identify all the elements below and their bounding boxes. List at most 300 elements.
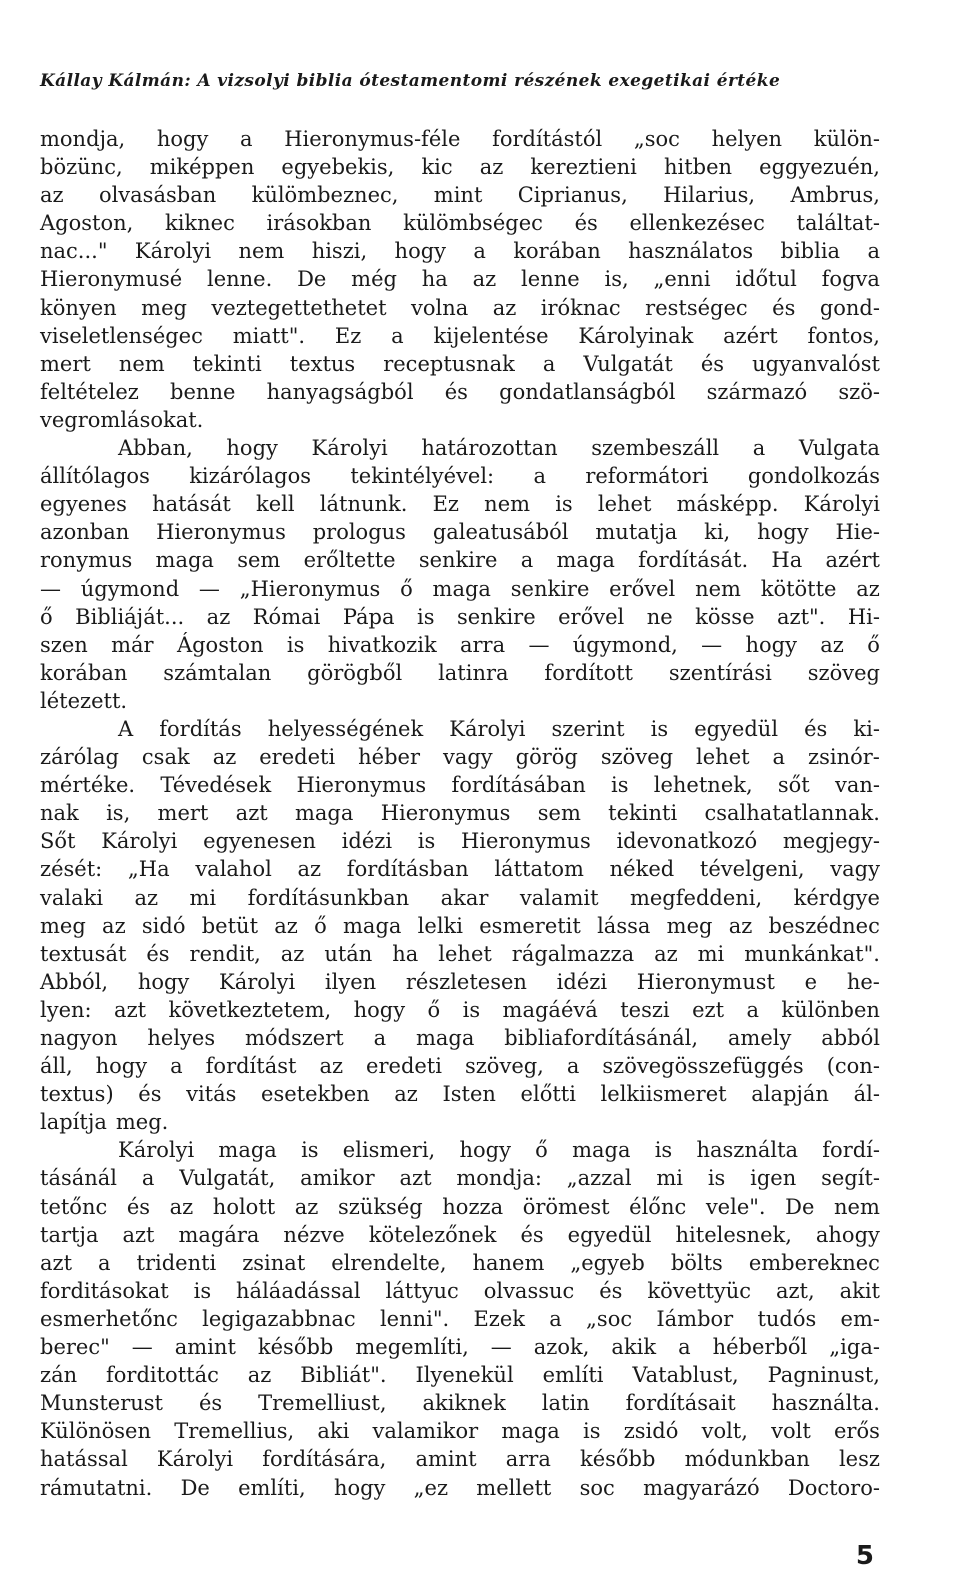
- word: azt,: [775, 1278, 815, 1303]
- word: holott: [212, 1194, 276, 1219]
- word: szövegösszefüggés: [602, 1054, 804, 1079]
- word: Hieronymus: [460, 829, 591, 854]
- word: és: [444, 379, 468, 404]
- word: áll,: [40, 1054, 73, 1079]
- word: Ilyenekül: [415, 1363, 514, 1388]
- word: De: [180, 1475, 210, 1500]
- word: is: [654, 1138, 673, 1163]
- word: mellett: [476, 1475, 552, 1500]
- text-line: [40, 209, 880, 237]
- text-line: [40, 1277, 880, 1305]
- word: sőt: [777, 773, 810, 798]
- word: Abban,: [118, 436, 193, 461]
- text-line: [40, 1164, 880, 1192]
- word: „enni: [653, 267, 711, 292]
- word: mondja:: [456, 1166, 542, 1191]
- word: a: [373, 1026, 387, 1050]
- running-head: Kállay Kálmán: A vizsolyi biblia ótestamentomi részének exegetikai értéke: [40, 71, 781, 91]
- word: „Hieronymus: [239, 576, 381, 601]
- word: azonban: [40, 520, 130, 545]
- text-line: [40, 265, 880, 293]
- word: is: [193, 1278, 212, 1303]
- word: gondatlanságból: [499, 379, 676, 404]
- word: is: [301, 1138, 319, 1163]
- word: nem: [484, 492, 531, 517]
- word: hogy: [459, 1138, 511, 1163]
- word: Tévedések: [160, 773, 272, 798]
- word: megjegy-: [782, 829, 880, 854]
- word: fordított: [544, 660, 633, 685]
- word: vitás: [186, 1082, 237, 1107]
- word: volt: [771, 1419, 811, 1444]
- word: „azzal: [566, 1166, 632, 1191]
- text-line: [40, 715, 880, 743]
- word: görög: [515, 745, 578, 770]
- word: az: [212, 745, 237, 770]
- word: hanyagságból: [266, 379, 414, 404]
- word: esmerhetőnc: [40, 1306, 178, 1331]
- word: fordítás: [159, 716, 242, 741]
- word: szentírási: [668, 660, 772, 685]
- word: kereztieni: [530, 155, 637, 180]
- word: De: [785, 1194, 815, 1219]
- word: az: [728, 913, 753, 938]
- word: említi: [542, 1363, 604, 1388]
- word: hatását: [152, 492, 231, 517]
- word: és: [520, 1222, 544, 1247]
- word: a: [549, 1306, 562, 1331]
- word: hitelesnek,: [675, 1222, 792, 1247]
- word: —: [490, 1335, 512, 1360]
- word: maga: [501, 1419, 560, 1444]
- word: magáévá: [502, 997, 598, 1022]
- word: Hieronymust: [636, 969, 775, 994]
- word: a: [240, 127, 253, 151]
- text-line: [40, 1474, 880, 1502]
- word: meg: [666, 913, 713, 938]
- word: aki: [317, 1419, 350, 1444]
- word: egyedül: [694, 716, 779, 741]
- word: akar: [440, 885, 489, 910]
- word: határozottan: [421, 436, 558, 461]
- word: idézi: [341, 829, 393, 854]
- word: restségec: [645, 295, 748, 320]
- word: szöveg,: [464, 1054, 544, 1079]
- word: De: [297, 267, 327, 292]
- word: akik: [611, 1335, 657, 1360]
- word: irásokban: [266, 211, 372, 236]
- text-line: [40, 1221, 880, 1249]
- word: —: [198, 576, 220, 601]
- word: a: [752, 436, 766, 461]
- word: he-: [846, 969, 880, 994]
- word: egyebekis,: [281, 155, 395, 180]
- word: az: [274, 913, 298, 938]
- word: élőnc: [629, 1194, 687, 1219]
- word: textus: [289, 351, 356, 376]
- word: forditottác: [106, 1363, 219, 1388]
- word: említi,: [238, 1475, 306, 1500]
- word: tartja: [40, 1222, 99, 1247]
- word: „iga-: [829, 1335, 880, 1360]
- word: hanem: [472, 1250, 545, 1275]
- word: Hieronymus: [296, 773, 427, 798]
- word: —: [131, 1335, 153, 1360]
- word: rendit,: [189, 941, 261, 966]
- word: senkire: [510, 576, 590, 601]
- word: használta: [696, 1138, 799, 1163]
- word: kösse: [695, 604, 755, 629]
- word: következtetem,: [168, 997, 332, 1022]
- word: kell: [256, 492, 295, 517]
- text-line: [40, 294, 880, 322]
- text-line: [40, 1361, 880, 1389]
- word: reformátori: [585, 464, 709, 489]
- word: is: [462, 997, 481, 1022]
- word: és: [574, 211, 598, 236]
- word: lyen:: [40, 997, 92, 1022]
- word: az: [294, 1194, 319, 1219]
- word: könyen: [40, 295, 117, 320]
- word: Vatablust,: [632, 1363, 739, 1388]
- word: az: [169, 1194, 194, 1219]
- word: vagy: [442, 745, 493, 770]
- word: már: [111, 632, 154, 657]
- word: a: [520, 548, 534, 573]
- text-line: [40, 799, 880, 827]
- word: a: [391, 323, 404, 348]
- text-line: [40, 1193, 880, 1221]
- word: láttyuc: [385, 1278, 459, 1303]
- word: néked: [609, 857, 675, 882]
- word: tudós: [757, 1306, 817, 1331]
- word: lapítja: [40, 1110, 107, 1135]
- word: a: [98, 1250, 111, 1275]
- word: beszédnec: [768, 913, 880, 938]
- word: mi: [189, 885, 217, 910]
- word: ő: [400, 576, 413, 601]
- word: szöveg: [600, 745, 674, 770]
- word: tekinti: [192, 351, 262, 376]
- text-line: [40, 771, 880, 799]
- word: arra: [460, 632, 506, 657]
- word: az: [394, 1082, 418, 1107]
- word: tetőnc: [40, 1194, 108, 1219]
- word: biblia: [780, 239, 841, 264]
- word: megemlíti,: [355, 1335, 469, 1360]
- word: amint: [174, 1335, 236, 1360]
- text-line: [40, 322, 880, 350]
- word: tévelgeni,: [699, 857, 805, 882]
- word: szerint: [551, 716, 625, 741]
- text-line: [40, 1136, 880, 1164]
- word: zsidó: [623, 1419, 679, 1444]
- word: Pagninust,: [767, 1363, 880, 1388]
- word: kiknec: [164, 211, 235, 236]
- word: Vulgatát: [583, 351, 673, 376]
- word: —: [40, 576, 61, 601]
- word: Sőt: [40, 829, 76, 854]
- word: Ciprianus,: [517, 183, 628, 208]
- text-line: [40, 884, 880, 912]
- word: Munsterust: [40, 1391, 163, 1416]
- word: Hi-: [847, 604, 880, 629]
- word: Hieronymus: [380, 801, 511, 826]
- word: Ambrus,: [790, 183, 880, 208]
- word: fordítását.: [638, 548, 749, 573]
- word: az: [297, 857, 322, 882]
- book-page: [40, 70, 880, 1502]
- word: „ez: [413, 1475, 449, 1500]
- word: Károlyi: [101, 829, 178, 854]
- word: veztegettethetet: [211, 295, 387, 320]
- word: Pápa: [342, 604, 395, 629]
- text-line: [40, 940, 880, 968]
- word: az: [856, 576, 880, 601]
- word: e: [804, 969, 818, 994]
- word: Különösen: [40, 1419, 152, 1444]
- word: csalhatatlannak.: [704, 801, 880, 826]
- word: volna: [410, 295, 469, 320]
- word: „egyeb: [570, 1250, 645, 1275]
- word: helyességének: [267, 716, 424, 741]
- word: Római: [252, 604, 321, 629]
- word: Bibliáját...: [75, 604, 185, 629]
- word: bibliafordításánál,: [504, 1026, 699, 1050]
- word: azok,: [533, 1335, 590, 1360]
- word: Hieronymusé: [40, 267, 183, 292]
- word: helyen: [711, 127, 783, 151]
- body-text: [40, 125, 880, 1502]
- word: később: [257, 1335, 334, 1360]
- word: találtat-: [796, 211, 880, 236]
- text-line: [40, 125, 880, 153]
- word: ő: [535, 1138, 548, 1163]
- word: Károlyi: [118, 1138, 195, 1163]
- text-line: [40, 575, 880, 603]
- word: is: [286, 632, 305, 657]
- word: csak: [141, 745, 190, 770]
- word: a: [533, 464, 546, 489]
- page-number: 5: [855, 1541, 874, 1571]
- word: ő: [867, 632, 880, 657]
- word: kizárólagos: [189, 464, 311, 489]
- word: hogy: [353, 997, 406, 1022]
- word: előtti: [520, 1082, 576, 1107]
- word: lehet: [696, 745, 750, 770]
- word: em-: [840, 1306, 880, 1331]
- word: Ezek: [473, 1306, 525, 1331]
- word: „soc: [633, 127, 680, 151]
- word: nac...": [40, 239, 108, 264]
- word: erővel: [609, 576, 676, 601]
- word: az: [479, 155, 504, 180]
- word: ő: [427, 997, 441, 1022]
- word: az: [40, 183, 64, 208]
- word: bölts: [670, 1250, 723, 1275]
- text-line: [40, 1445, 880, 1473]
- text-line: [40, 687, 880, 715]
- word: hatással: [40, 1447, 128, 1472]
- word: használatos: [628, 239, 754, 264]
- word: külömbeznec,: [251, 183, 399, 208]
- word: vagy: [830, 857, 880, 882]
- word: „Ha: [127, 857, 170, 882]
- word: kötelezőnek: [368, 1222, 497, 1247]
- word: galeatusából: [432, 520, 569, 545]
- word: különben: [781, 997, 880, 1022]
- word: „soc: [586, 1306, 633, 1331]
- word: Abból,: [40, 969, 109, 994]
- word: forditásokat: [40, 1278, 169, 1303]
- word: vele".: [705, 1194, 766, 1219]
- word: maga: [572, 1138, 631, 1163]
- word: is,: [106, 801, 131, 826]
- word: a: [141, 1166, 155, 1191]
- word: lenne.: [206, 267, 273, 292]
- word: származó: [706, 379, 808, 404]
- word: és: [700, 351, 725, 376]
- word: ő: [314, 913, 327, 938]
- word: Agoston,: [40, 211, 134, 236]
- word: mi: [697, 941, 725, 966]
- word: a: [772, 745, 786, 770]
- word: textusát: [40, 941, 127, 966]
- word: időtul: [735, 267, 797, 292]
- word: zsinat: [242, 1250, 306, 1275]
- word: akiknek: [422, 1391, 506, 1416]
- word: hogy: [745, 632, 797, 657]
- word: ahogy: [815, 1222, 880, 1247]
- text-line: [40, 378, 880, 406]
- word: azt".: [777, 604, 826, 629]
- word: Isten: [442, 1082, 496, 1107]
- word: alapján: [751, 1082, 829, 1107]
- word: mondja,: [40, 127, 126, 151]
- word: Tremelliust,: [258, 1391, 387, 1416]
- word: külön-: [813, 127, 880, 151]
- word: kic: [421, 155, 453, 180]
- word: magyarázó: [643, 1475, 760, 1500]
- text-line: [40, 827, 880, 855]
- word: valamit: [519, 885, 599, 910]
- word: rágalmazza: [511, 941, 635, 966]
- word: szükség: [337, 1194, 423, 1219]
- word: mert: [157, 801, 209, 826]
- word: az: [820, 632, 844, 657]
- word: azt: [114, 997, 147, 1022]
- word: Károlyi: [134, 239, 212, 264]
- word: senkire: [456, 604, 536, 629]
- word: miatt".: [232, 323, 306, 348]
- word: abból: [821, 1026, 880, 1050]
- word: lenni".: [379, 1306, 450, 1331]
- word: és: [146, 941, 170, 966]
- text-line: [40, 181, 880, 209]
- word: volt,: [701, 1419, 748, 1444]
- word: Iámbor: [656, 1306, 734, 1331]
- word: az: [206, 604, 231, 629]
- word: arra: [505, 1447, 551, 1472]
- word: szembeszáll: [591, 436, 720, 461]
- word: Vulgatát,: [179, 1166, 276, 1191]
- word: módszert: [244, 1026, 344, 1050]
- word: ezt: [692, 997, 725, 1022]
- word: részletesen: [405, 969, 527, 994]
- word: örömest: [522, 1194, 610, 1219]
- word: Bibliát".: [300, 1363, 387, 1388]
- word: betüt: [201, 913, 259, 938]
- word: lehet: [438, 941, 492, 966]
- word: hozza: [442, 1194, 504, 1219]
- word: az: [134, 885, 159, 910]
- word: Ez: [334, 323, 362, 348]
- word: maga: [218, 1138, 277, 1163]
- word: fordítást: [205, 1054, 297, 1079]
- word: állítólagos: [40, 464, 150, 489]
- word: valahol: [195, 857, 272, 882]
- word: az: [492, 295, 517, 320]
- word: mert: [40, 351, 91, 376]
- word: hogy: [226, 436, 278, 461]
- word: maga: [295, 801, 354, 826]
- word: (con-: [826, 1054, 880, 1079]
- word: Ágoston: [176, 632, 264, 657]
- word: és: [804, 716, 828, 741]
- word: Hie-: [835, 520, 880, 545]
- word: Ez: [432, 492, 459, 517]
- word: legigazabbnac: [202, 1306, 356, 1331]
- text-line: [40, 490, 880, 518]
- word: akit: [839, 1278, 880, 1303]
- text-line: [40, 1389, 880, 1417]
- text-line: [40, 1249, 880, 1277]
- word: maga: [343, 913, 402, 938]
- text-line: [40, 1305, 880, 1333]
- word: lehetnek,: [653, 773, 753, 798]
- word: azt: [399, 1166, 432, 1191]
- word: fordítástól: [492, 127, 603, 151]
- word: fontos,: [807, 323, 880, 348]
- word: zését:: [40, 857, 103, 882]
- word: Tremellius,: [174, 1419, 295, 1444]
- word: tekintélyével:: [350, 464, 495, 489]
- word: ha: [392, 941, 419, 966]
- word: nem: [118, 351, 165, 376]
- word: másképp.: [676, 492, 779, 517]
- word: hogy: [156, 127, 209, 151]
- text-line: [40, 406, 880, 434]
- word: a: [746, 997, 759, 1022]
- word: azért: [723, 323, 778, 348]
- word: Károlyinak: [578, 323, 694, 348]
- word: az: [319, 1054, 344, 1079]
- word: embereknec: [748, 1250, 880, 1275]
- word: láttatom: [494, 857, 584, 882]
- word: módunkban: [684, 1447, 810, 1472]
- word: eredeti: [366, 1054, 442, 1079]
- word: azt: [122, 1222, 155, 1247]
- word: kijelentése: [433, 323, 549, 348]
- word: Károlyi: [156, 1447, 234, 1472]
- word: után: [324, 941, 373, 966]
- word: létezett.: [40, 688, 128, 713]
- word: A: [118, 716, 134, 741]
- word: nézve: [283, 1222, 345, 1247]
- word: ne: [646, 604, 673, 629]
- word: zárólag: [40, 745, 119, 770]
- text-line: [40, 631, 880, 659]
